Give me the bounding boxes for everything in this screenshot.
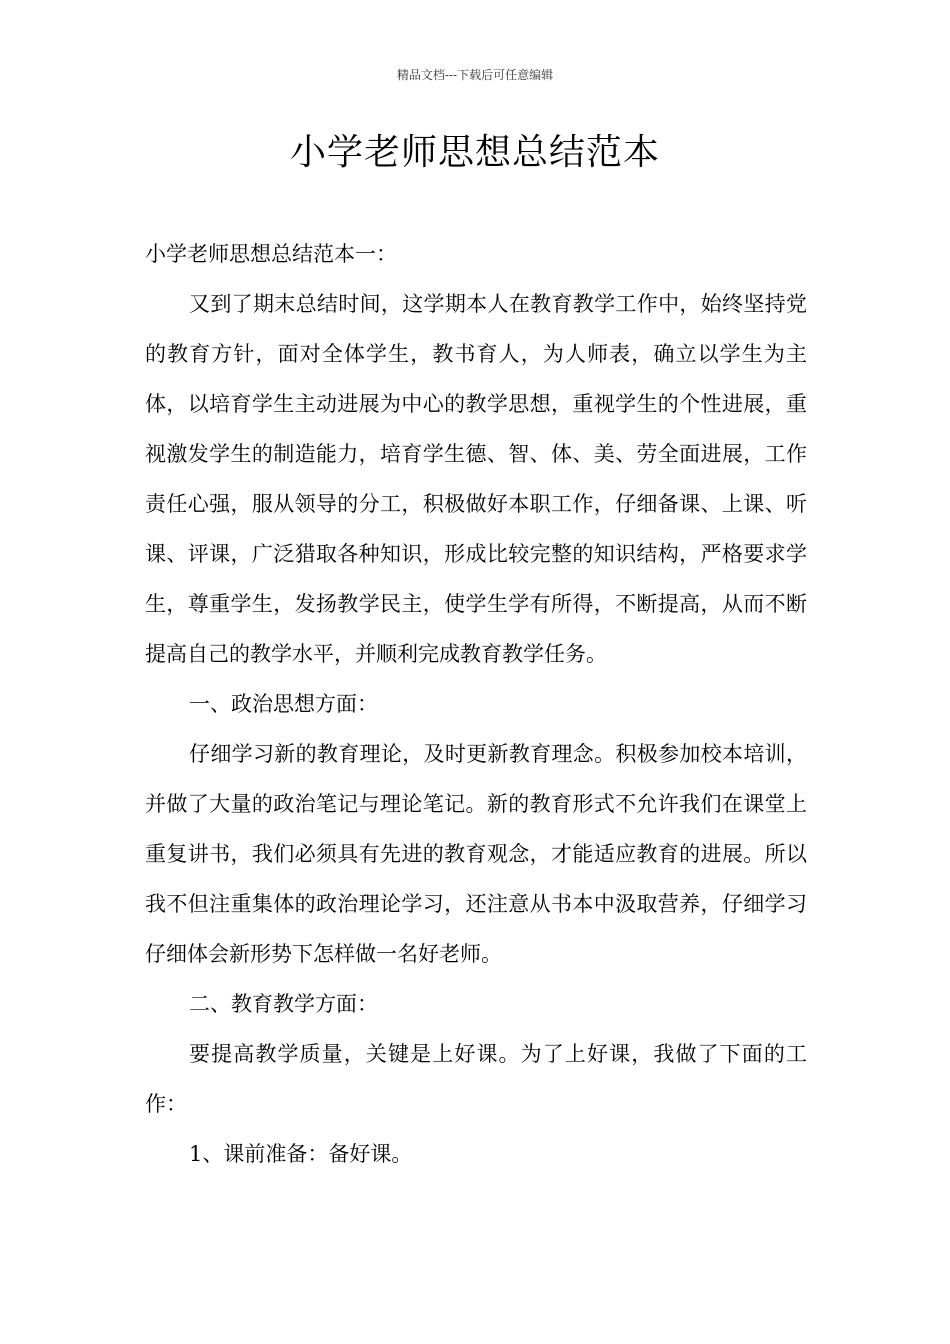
header-note: 精品文档---下载后可任意编辑 [396, 68, 554, 82]
paragraph: 仔细学习新的教育理论，及时更新教育理念。积极参加校本培训，并做了大量的政治笔记与理论笔记。新的教育形式不允许我们在课堂上重复讲书，我们必须具有先进的教育观念，才能适应教育的进展。所以我不但注重集体的政治理论学习，还注意从书本中汲取营养，仔细学习仔细体会新形势下怎样做一名好老师。 [145, 742, 807, 966]
document-title: 小学老师思想总结范本 [289, 132, 660, 173]
paragraph: 又到了期末总结时间，这学期本人在教育教学工作中，始终坚持党的教育方针，面对全体学生，教书育人，为人师表，确立以学生为主体，以培育学生主动进展为中心的教学思想，重视学生的个性进展，重视激发学生的制造能力，培育学生德、智、体、美、劳全面进展，工作责任心强，服从领导的分工，积极做好本职工作，仔细备课、上课、听课、评课，广泛猎取各种知识，形成比较完整的知识结构，严格要求学生，尊重学生，发扬教学民主，使学生学有所得，不断提高，从而不断提高自己的教学水平，并顺利完成教育教学任务。 [145, 292, 807, 666]
section-heading: 一、政治思想方面： [189, 692, 378, 716]
section-heading-intro: 小学老师思想总结范本一： [145, 242, 397, 266]
list-item: 1、课前准备：备好课。 [189, 1142, 413, 1166]
paragraph: 要提高教学质量，关键是上好课。为了上好课，我做了下面的工作： [145, 1042, 807, 1116]
document-body [145, 229, 807, 1179]
section-heading: 二、教育教学方面： [189, 992, 378, 1016]
